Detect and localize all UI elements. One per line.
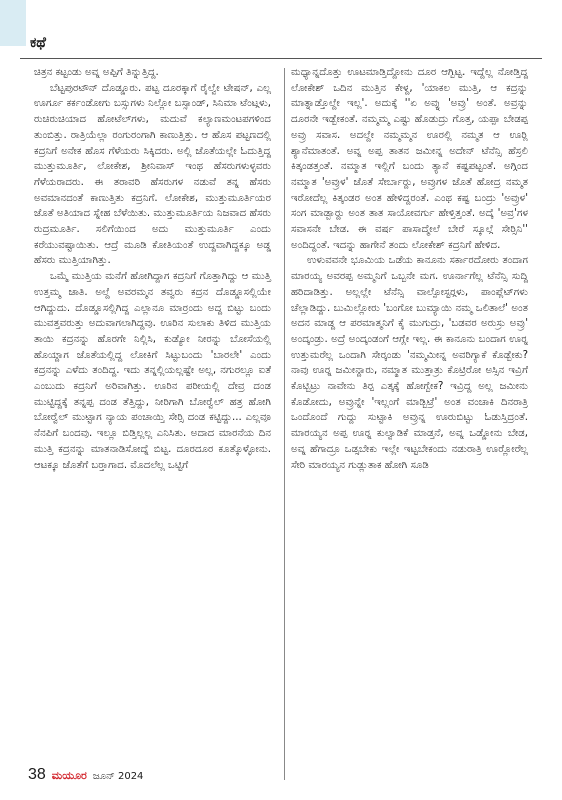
column-divider bbox=[284, 68, 285, 780]
paragraph: ಉಳುವವನೇ ಭೂಮಿಯ ಒಡೆಯ ಕಾನೂನು ಸರ್ಕಾರದೋರು ತಂದಾಗ ಮಾರಯ್ಯ ಅವರಪ್ಪ ಅಮ್ಮನಿಗೆ ಒಬ್ಬನೇ ಮಗ. ಊರ್ನಾಗೆಲ್ಲ ಟೆನೆನ್ಸಿ ಸುದ್ದಿ ಹರಿದಾಡಿತ್ತು. ಅಲ್ಲಲ್ಲೇ ಟೆನೆನ್ಸಿ ವಾಲ್ಪೋಸ್ಟರ‍್ಗಳು, ಪಾಂಪ್ಲೆಟ್‌ಗಳು ಚೆಲ್ಲಾಡಿದ್ದು. ಬುಮಿಲ್ಲೋರು 'ಬಂಗೋ ಬುಮ್ಯಾಯಿ ನಮ್ಮ ಒಲಿತಾಲೆ' ಅಂತ ಅದನ ಮಾಡ್ದ ಆ ಪರಮಾತ್ಮನಿಗೆ ಕೈ ಮುಗುದ್ರು, 'ಬಡವರ ಅರುಸ್ರು ಅವ್ರು' ಅಂದ್ಕಂಡ್ರು. ಅದ್ರೆ ಅಂದ್ಕಂಡಂಗೆ ಆಗ್ಲೇ ಇಲ್ಲ. ಈ ಕಾನೂನು ಬಂದಾಗ ಊರ‍್ನ ಉತ್ತುಮರೆಲ್ಲ ಒಂದಾಗಿ ಸೇರ‍್ಕಂಡು 'ನಮ್ಮಮೀನ್ನ ಅವರಿಗ್ಯಾಕೆ ಕೊಡ್ಬೇಕು? ನಾವು ಊರ‍್ನ ಜಮೀನ್ದಾರು, ನಮ್ಮಾತ ಮುತ್ತಾತ್ರು ಕೊಟ್ರಿರೋ ಅಸ್ಸಿನ ಇವ್ರಿಗೆ ಕೊಟ್ಬಿಟ್ರು ನಾವೇನು ತಿರ‍್ಪ ಎತ್ಕಕ್ಕೆ ಹೋಗ್ಬೇಕ? ಇವ್ರಿದ್ದ ಅಲ್ಲ ಜಮೀನು ಕೊಡೋದು, ಅವ್ರುನ್ನೇ 'ಇಲ್ಲಂಗೆ ಮಾಡ್ಬಿಟ್ರೆ' ಅಂತ ವಂಚಾಕಿ ದಿನರಾತ್ರಿ ಒಂದೊಂದೆ ಗುದ್ದು ಸುಟ್ಟಾಕಿ ಅವ್ರುನ್ನ ಊರುಬಿಟ್ಟು ಓಡುಸ್ತಿದ್ರಂತೆ. ಮಾರಯ್ಯನ ಅಪ್ಪ ಊರ‍್ನ ಕುಲ್ವಾಡಿಕೆ ಮಾಡ್ತನೆ, ಅವ್ನ ಒಡ್ಡೋನು ಬೇಡ, ಅವ್ನ ಹೆಗಾದ್ರೂ ಒಡ್ಸಬೇಕು ಇಲ್ಲೇ ಇಟ್ಟಬೇಕಂದು ನಡುರಾತ್ರಿ ಊರ‍್ಲೋರೆಲ್ಲ ಸೇರಿ ಮಾರಯ್ಯನ ಗುಡ್ಲುತಾಕ ಹೋಗಿ ಸೂಡಿ bbox=[291, 255, 528, 471]
magazine-logo: ಮಯೂರ bbox=[51, 769, 87, 782]
section-label: ಕಥೆ bbox=[30, 35, 46, 51]
right-column bbox=[291, 65, 528, 473]
left-column bbox=[34, 65, 271, 473]
issue-date: ಜೂನ್ 2024 bbox=[92, 771, 144, 782]
corner-accent bbox=[0, 0, 26, 46]
page-number: 38 bbox=[28, 766, 46, 783]
page-footer bbox=[28, 766, 143, 786]
paragraph: ಮಧ್ಯಾನ್ನದೊತ್ತು ಊಟಮಾಡ್ತಿದ್ದೋನು ದೂರ ಆಗ್ಬಿಟ್ಟ. ಇದ್ದೆಲ್ಲ ನೋಡ್ತಿದ್ದ ಲೋಕೇಶ್ ಒದಿನ ಮುತ್ತಿನ ಕೇಳ್ದ, 'ಯಾಕಲ ಮುತ್ತಿ, ಆ ಕದ್ರನ್ನು ಮಾತ್ನಾಡ್ತೊಲ್ದೇ ಇಲ್ಲ'. ಅದುಕ್ಕೆ ''ಏ ಅವ್ನು 'ಅವ್ರು' ಅಂತೆ. ಅವ್ರನ್ನು ದೂರನೇ ಇಡ್ಬೇಕಂತೆ. ನಮ್ಮಮ್ಮ ಎಷ್ಟು ಹೊಡುದ್ರು ಗೊತ್ತ, ಯಪ್ಪಾ ಬೇಡಪ್ಪ ಅವ್ರು ಸವಾಸ. ಅದಲ್ದೇ ನಮ್ಮಮ್ಮನ ಊರಲ್ಲಿ ನಮ್ಮತ ಆ ಊರ‍್ಲಿ ಶ್ಯಾನೆಮಾತಂತೆ. ಅವ್ನ ಅಪ್ಪ ತಾತನ ಜಮೀನ್ನ ಅದೇನ್ ಟೆನೆನ್ಸಿ ಹೆಸ್ರಲಿ ಕಿತ್ಕಂಡತ್ತಂತೆ. ನಮ್ಮಾತ ಇಲ್ಲಿಗೆ ಬಂದು ತ್ಯಾನೆ ಕಷ್ಟಪಟ್ಟಂತೆ. ಅಗ್ಗಿಂದ ನಮ್ಮಾತ 'ಅವ್ರುಳ' ಜೊತೆ ಸೇರ್ಬಾರ‍್ದು, ಅವ್ರುಗಳ ಜೊತೆ ಹೋದ್ರ ನಮ್ಮತ ಇರೋದೆಲ್ಲ ಕಿತ್ಕಂಡರ ಅಂತ ಹೇಳಿದ್ದರಂತೆ. ಎಂಥ ಕಷ್ಟ ಬಂದ್ರು 'ಅವ್ರುಳ' ಸಂಗ ಮಾಡ್ಬಾರ‍್ದು ಅಂತ ತಾತ ಸಾಯೋವರ್ಗು ಹೇಳ್ತಿತ್ತಂತೆ. ಅದ್ಕೆ 'ಅವ್ರ'ಗಳ ಸವಾಸನೇ ಬೇಡ. ಈ ವರ್ಷ ಪಾಸಾದ್ಮೇಲೆ ಬೇರೆ ಸ್ಕೂಲ್ಗೆ ಸೇರ‍್ಸಿನಿ'' ಅಂದಿದ್ದಂತೆ. ಇದನ್ನು ಹಾಗೇನೆ ತಂದು ಲೋಕೇಶ್ ಕದ್ರನಿಗೆ ಹೇಳಿದ. bbox=[291, 67, 528, 251]
paragraph: ಚಿತ್ರನ ಕಟ್ಟಂಡು ಅವ್ನ ಅಪ್ಪಿಗೆ ತಿನ್ನುತ್ತಿದ್ದ. bbox=[34, 67, 159, 78]
paragraph: ಒಮ್ಮೆ ಮುತ್ತಿಯ ಮನೆಗೆ ಹೋಗಿದ್ದಾಗ ಕದ್ರನಿಗೆ ಗೊತ್ತಾಗಿದ್ದು ಆ ಮುತ್ತಿ ಉತ್ತಮ್ಮ ಜಾತಿ. ಅಲ್ದೆ ಅವರಮ್ಮನ ತವ್ವರು ಕದ್ರನ ದೊಡ್ಡೂಸಲ್ಲಿಯೇ ಆಗಿದ್ದುದು. ದೊಡ್ಡೂಸಲ್ಲಿಗಿದ್ದ ಎಲ್ಲಾನೂ ಮಾರ‍್ರಂದು ಅದ್ದ ಬಿಟ್ಟು ಬಂದು ಮುವತ್ತವರುತ್ತು ಅದುವಾಗಲಾಗಿದ್ದವು. ಊರಿನ ಸುಲಾಕು ತಿಳಿದ ಮುತ್ತಿಯ ತಾಯಿ ಕದ್ರನನ್ನು ಹೊರಗೇ ನಿಲ್ಲಿಸಿ, ಕುಡ್ಯೋ ನೀರನ್ನು ಬೋಸೆಯಲ್ಲಿ ಹೊಯ್ದಾಗ ಜೊತೆಯಲ್ಲಿದ್ದ ಲೋಕಿಗೆ ಸಿಟ್ಟುಬಂದು 'ಬಾರಲೇ' ಎಂದು ಕದ್ರನನ್ನು ಎಳೆದು ತಂದಿದ್ದ. ಇದು ತನ್ನಲ್ಲಿಯಲ್ಲಷ್ಟೇ ಅಲ್ಲ, ನಗುರಲ್ಲೂ ಐತೆ ಎಂಬುದು ಕದ್ರನಿಗೆ ಅರಿವಾಗಿತ್ತು. ಊರಿನ ಪರೀಯಲ್ಲಿ ದೇವ್ರ ದಂಡ ಮುಟ್ಟಿದ್ದಕ್ಕೆ ತನ್ನಪ್ಪ ದಂಡ ತೆತ್ತಿದ್ದು, ನೀರಿಗಾಗಿ ಬೋರ‍್ವೆಲ್ ಹತ್ರ ಹೋಗಿ ಬೋರ‍್ವೆಲ್ ಮುಟ್ಟಾಗ ನ್ಯಾಯ ಪಂಚಾಯ್ತಿ ಸೇರ‍್ಸಿ ದಂಡ ಕಟ್ಟಿದ್ದು... ಎಲ್ಲವೂ ನೆನಪಿಗೆ ಬಂದವು. ಇಲ್ಲೂ ಬಿಡ್ತಿಲ್ಲಲ್ಲ ಎನಿಸಿತು. ಅದಾದ ಮಾರನೆಯ ದಿನ ಮುತ್ತಿ ಕದ್ರನನ್ನು ಮಾತನಾಡಿಸೋದ್ನೆ ಬಿಟ್ಟ. ದೂರದೂರ ಕೂತ್ಕೊಳ್ಳೋನು. ಆಟಕ್ಕೂ ಜೊತೆಗೆ ಬರ‍್ತಾಗಾದ. ಮೊದಲೆಲ್ಲ ಒಟ್ಟಿಗೆ bbox=[34, 271, 271, 471]
header-rule bbox=[20, 58, 542, 59]
paragraph: ಬೆಟ್ಟಪುರಟೌನ್ ದೊಡ್ಡೂರು. ಪಟ್ಟ ದೂರಕ್ಕಾಗೆ ರೈಲ್ವೇ ಟೇಷನ್, ಎಲ್ಲ ಊರ್ಗೂ ಕರ್ಕಂಡೋಗು ಬಸ್ಸುಗಳು ನಿಲ್ಲೋ ಬಸ್ಸಾಂಡ್, ಸಿನಿಮಾ ಟೆಂಟ್ಗಳು, ರುಚಿರುಚಿಯಾದ ಹೋಟೆಲ್‌ಗಳು, ಮದುವೆ ಕಲ್ಯಾಣಮಂಟಪಗಳಿಂದ ತುಂಬಿತ್ತು. ರಾತ್ರಿಯೆಲ್ಲಾ ರಂಗುರಂಗಾಗಿ ಕಾಣುತ್ತಿತ್ತು. ಆ ಹೊಸ ಪಟ್ಟಣದಲ್ಲಿ ಕದ್ರನಿಗೆ ಅನೇಕ ಹೊಸ ಗೆಳೆಯರು ಸಿಕ್ಕಿದರು. ಅಲ್ಲಿ ಜೊತೆಯಲ್ಲೇ ಓದುತ್ತಿದ್ದ ಮುತ್ತುಮೂರ್ತಿ, ಲೋಕೇಶ, ಶ್ರೀನಿವಾಸ್ ಇಂಥ ಹೆಸರುಗಳುಳ್ಳವರು ಗೆಳೆಯರಾದರು. ಈ ತರಾವರಿ ಹೆಸರುಗಳ ನಡುವೆ ತನ್ನ ಹೆಸರು ಅವಮಾನದಂತೆ ಕಾಣುತ್ತಿತು ಕದ್ರನಿಗೆ. ಲೋಕೇಶ, ಮುತ್ತುಮೂರ್ತಿಯರ ಜೊತೆ ಅತಿಯಾದ ಸ್ನೇಹ ಬೆಳೆಯಿತು. ಮುತ್ತುಮೂರ್ತಿಯ ನಿಜವಾದ ಹೆಸರು ರುದ್ರಮೂರ್ತಿ. ಸಲಿಗೆಯಿಂದ ಅದು ಮುತ್ತುಮೂರ್ತಿ ಎಂದು ಕರೆಯುವಷ್ಟಾಯಿತು. ಆದ್ರೆ ಮೂಡಿ ಕೋತಿಯಂತೆ ಉದ್ದವಾಗಿದ್ದಕ್ಕೂ ಅಡ್ಡ ಹೆಸರು ಮುತ್ತಿಯಾಗಿತ್ತು. bbox=[34, 82, 271, 267]
